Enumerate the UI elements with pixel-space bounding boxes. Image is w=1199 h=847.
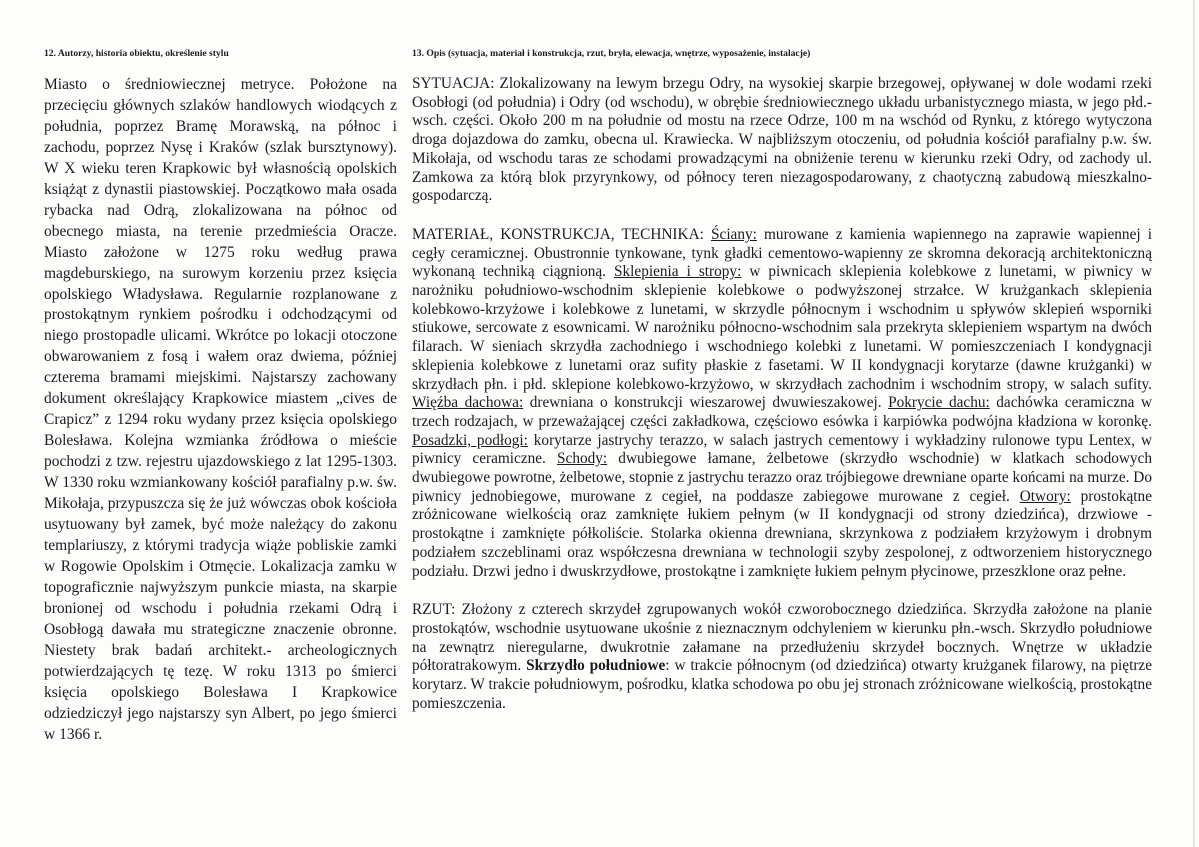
vaults-label: Sklepienia i stropy: [614, 263, 742, 281]
walls-text: murowane z kamienia wapiennego na zaprawie wapiennej i cegły ceramicznej. Obustronnie tynkowane, tynk gładki cementowo-wapienny ze skromna dekoracją architektoniczną wykonaną techniką ciągnioną. [412, 225, 1153, 281]
openings-label: Otwory: [1019, 487, 1071, 505]
walls-label: Ściany: [711, 225, 757, 243]
floors-label: Posadzki, podłogi: [412, 431, 528, 449]
page-edge-divider [1193, 0, 1195, 847]
roof-truss-label: Więźba dachowa: [412, 394, 524, 412]
material-paragraph [412, 226, 1152, 581]
rzut-text-2: : w trakcie północnym (od dziedzińca) otwarty krużganek filarowy, na piętrze korytarz. W trakcie południowym, pośrodku, klatka schodowa po obu jej stronach zróżnicowane wielkością, prostokątne pomieszczenia. [412, 657, 1152, 712]
right-column [412, 48, 1152, 714]
south-wing-label: Skrzydło południowe [526, 657, 666, 675]
rzut-paragraph [412, 601, 1152, 713]
sytuacja-text: Zlokalizowany na lewym brzegu Odry, na wysokiej skarpie brzegowej, opływanej w dole wodami rzeki Osobłogi (od południa) i Odry (od wschodu), w obrębie średniowiecznego układu urbanistycznego miasta, w jego płd.-wsch. części. Około 200 m na południe od mostu na rzece Odrze, 100 m na wschód od Rynku, z którego wytyczona droga dojazdowa do zamku, obecna ul. Krawiecka. W najbliższym otoczeniu, od południa kościół parafialny p.w. św. Mikołaja, od wschodu taras ze schodami prowadzącymi na obniżenie terenu w kierunku rzeki Odry, od zachody ul. Zamkowa za którą blok przyrynkowy, od północy teren niezagospodarowany, z chaotyczną zabudową mieszkalno-gospodarczą. [412, 75, 1152, 205]
section-13-heading: 13. Opis (sytuacja, materiał i konstrukcja, rzut, bryła, elewacja, wnętrze, wyposażenie, instalacje) [412, 48, 811, 59]
roofing-label: Pokrycie dachu: [888, 394, 990, 412]
history-text: Miasto o średniowiecznej metryce. Położone na przecięciu głównych szlaków handlowych wiodących z południa, poprzez Bramę Morawską, na północ i zachodu, poprzez Nysę i Kraków (szlak bursztynowy). W X wieku teren Krapkowic był własnością opolskich książąt z dynastii piastowskiej. Początkowo mała osada rybacka nad Odrą, zlokalizowana na północ od obecnego miasta, na terenie przedmieścia Oracze. Miasto założone w 1275 roku według prawa magdeburskiego, na surowym korzeniu przez księcia opolskiego Władysława. Regularnie rozplanowane z prostokątnym rynkiem pośrodku i odchodzącymi od niego prostopadle ulicami. Wkrótce po lokacji otoczone obwarowaniem z fosą i wałem oraz dwiema, później czterema bramami miejskimi. Najstarszy zachowany dokument określający Krapkowice miastem „cives de Crapicz” z 1294 roku wydany przez księcia opolskiego Bolesława. Kolejna wzmianka źródłowa o mieście pochodzi z tzw. rejestru ujazdowskiego z lat 1295-1303. W 1330 roku wzmiankowany kościół parafialny p.w. św. Mikołaja, przypuszcza się że już wówczas obok kościoła usytuowany był zamek, być może należący do zakonu templariuszy, z którymi tradycja wiąże pobliskie zamki w Rogowie Opolskim i Otmęcie. Lokalizacja zamku w topograficznie najwyższym punkcie miasta, na skarpie bronionej od wschodu i południa rzekami Odrą i Osobłogą dawała mu strategiczne znaczenie obronne. Niestety brak badań architekt.- archeologicznych potwierdzających tę tezę. W roku 1313 po śmierci księcia opolskiego Bolesława I Krapkowice odziedziczył jego najstarszy syn Albert, po jego śmierci w 1366 r. [44, 76, 397, 743]
openings-text: prostokątne zróżnicowane wielkością oraz zamknięte łukiem pełnym (w II kondygnacji od strony dziedzińca), drzwiowe - prostokątne i zamknięte półkoliście. Stolarka okienna drewniana, skrzynkowa z podziałem krzyżowym i drobnym podziałem szczeblinami oraz współczesna drewniana w technologii szyby zespolonej, z odtworzeniem historycznego podziału. Drzwi jedno i dwuskrzydłowe, prostokątne i zamknięte łukiem pełnym płycinowe, przeszklone oraz pełne. [412, 487, 1152, 580]
left-column [44, 48, 397, 746]
material-label: MATERIAŁ, KONSTRUKCJA, TECHNIKA: [412, 225, 704, 243]
stairs-label: Schody: [557, 450, 608, 468]
floors-text: korytarze jastrychy terazzo, w salach jastrych cementowy i wykładziny rulonowe typu Lentex, w piwnicy ceramiczne. [412, 431, 1152, 468]
roof-truss-text: drewniana o konstrukcji wieszarowej dwuwieszakowej. [523, 394, 889, 412]
section-12-heading: 12. Autorzy, historia obiektu, określenie stylu [44, 48, 229, 59]
roofing-text: dachówka ceramiczna w trzech rodzajach, w przeważającej części zakładkowa, częściowo esówka i karpiówka podwójna kładziona w koronkę. [412, 394, 1152, 430]
sytuacja-paragraph [412, 75, 1152, 206]
sytuacja-label: SYTUACJA: [412, 75, 495, 92]
description-body [412, 75, 1152, 714]
rzut-label: RZUT: [412, 601, 456, 619]
stairs-text: dwubiegowe łamane, żelbetowe (skrzydło wschodnie) w klatkach schodowych dwubiegowe powrotne, żelbetowe, stopnie z jastrychu terazzo oraz trójbiegowe drewniane oparte końcami na murze. Do piwnicy jednobiegowe, murowane z cegieł, na poddasze zabiegowe murowane z cegieł. [412, 450, 1153, 505]
vaults-text: w piwnicach sklepienia kolebkowe z lunetami, w piwnicy w narożniku południowo-wschodnim sklepienie kolebkowe o podwyższonej strzałce. W krużgankach sklepienia kolebkowo-krzyżowe i kolebkowe z lunetami, w skrzydle północnym i wschodnim u spływów sklepień wsporniki stiukowe, sercowate z esownicami. W narożniku północno-wschodnim sala przekryta sklepieniem wspartym na dwóch filarach. W sieniach skrzydła zachodniego i wschodniego kolebki z lunetami. W pomieszczeniach I kondygnacji sklepienia kolebkowe z lunetami oraz sufity płaskie z fasetami. W II kondygnacji korytarze (dawne krużganki) w skrzydłach płn. i płd. sklepione kolebkowo-krzyżowo, w skrzydłach zachodnim i wschodnim stropy, w salach sufity. [412, 263, 1152, 393]
rzut-text-1: Złożony z czterech skrzydeł zgrupowanych wokół czworobocznego dziedzińca. Skrzydła założone na planie prostokątów, wschodnie usytuowane ukośnie z nieznacznym odchyleniem w kierunku płn.-wsch. Skrzydło południowe na zewnątrz nieregularne, dwukrotnie załamane na przedłużeniu skrzydeł bocznych. Wnętrze w układzie półtoratrakowym. [412, 601, 1152, 675]
